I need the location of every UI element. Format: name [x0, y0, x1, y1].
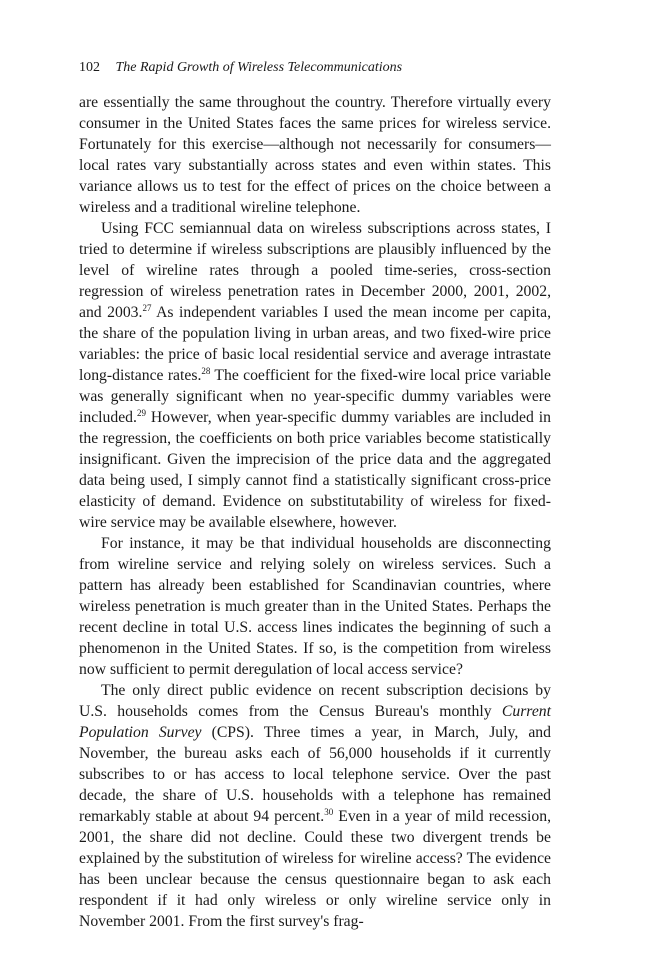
paragraph-2-text-1: Using FCC semiannual data on wireless subscriptions across states, I tried to determine if wireless subscriptions are plausibly influenced by the level of wireline rates through a pooled time-series, cross-section regression of wireless penetration rates in December 2000, 2001, 2002, and 2003. [79, 220, 551, 321]
paragraph-4-text-1: The only direct public evidence on recent subscription decisions by U.S. households comes from the Census Bureau's monthly [79, 682, 551, 720]
paragraph-2-text-4: However, when year-specific dummy variables are included in the regression, the coefficients on both price variables become statistically insignificant. Given the imprecision of the price data and the aggregated data being used, I simply cannot find a statistically significant cross-price elasticity of demand. Evidence on substitutability of wireless for fixed-wire service may be available elsewhere, however. [79, 409, 551, 531]
body-text [79, 92, 551, 932]
paragraph-2-text-3: The coefficient for the fixed-wire local price variable was generally significant when no year-specific dummy variables were included. [79, 367, 551, 426]
page-number: 102 [79, 60, 100, 75]
paragraph-4 [79, 680, 551, 932]
footnote-ref-29: 29 [136, 408, 146, 418]
paragraph-1-text: are essentially the same throughout the country. Therefore virtually every consumer in the United States faces the same prices for wireless service. Fortunately for this exercise—although not necessarily for consumers—local rates vary substantially across states and even within states. This variance allows us to test for the effect of prices on the choice between a wireless and a traditional wireline telephone. [79, 94, 551, 216]
survey-title-italic: Current Population Survey [79, 703, 551, 741]
paragraph-3 [79, 533, 551, 680]
running-head [79, 60, 402, 76]
paragraph-2-text-2: As independent variables I used the mean income per capita, the share of the population living in urban areas, and two fixed-wire price variables: the price of basic local residential service and average intrastate long-distance rates. [79, 304, 551, 384]
paragraph-1 [79, 92, 551, 218]
footnote-ref-28: 28 [201, 366, 211, 376]
paragraph-2 [79, 218, 551, 533]
paragraph-4-text-2: (CPS). Three times a year, in March, July, and November, the bureau asks each of 56,000 households if it currently subscribes to or has access to local telephone service. Over the past decade, the share of U.S. households with a telephone has remained remarkably stable at about 94 percent. [79, 724, 551, 825]
paragraph-4-text-3: Even in a year of mild recession, 2001, the share did not decline. Could these two divergent trends be explained by the substitution of wireless for wireline access? The evidence has been unclear because the census questionnaire began to ask each respondent if it had only wireless or only wireline service only in November 2001. From the first survey's frag- [79, 808, 552, 930]
paragraph-3-text: For instance, it may be that individual households are disconnecting from wireline service and relying solely on wireless services. Such a pattern has already been established for Scandinavian countries, where wireless penetration is much greater than in the United States. Perhaps the recent decline in total U.S. access lines indicates the beginning of such a phenomenon in the United States. If so, is the competition from wireless now sufficient to permit deregulation of local access service? [79, 535, 551, 678]
running-title: The Rapid Growth of Wireless Telecommunications [115, 60, 403, 75]
footnote-ref-27: 27 [142, 303, 152, 313]
footnote-ref-30: 30 [324, 807, 334, 817]
